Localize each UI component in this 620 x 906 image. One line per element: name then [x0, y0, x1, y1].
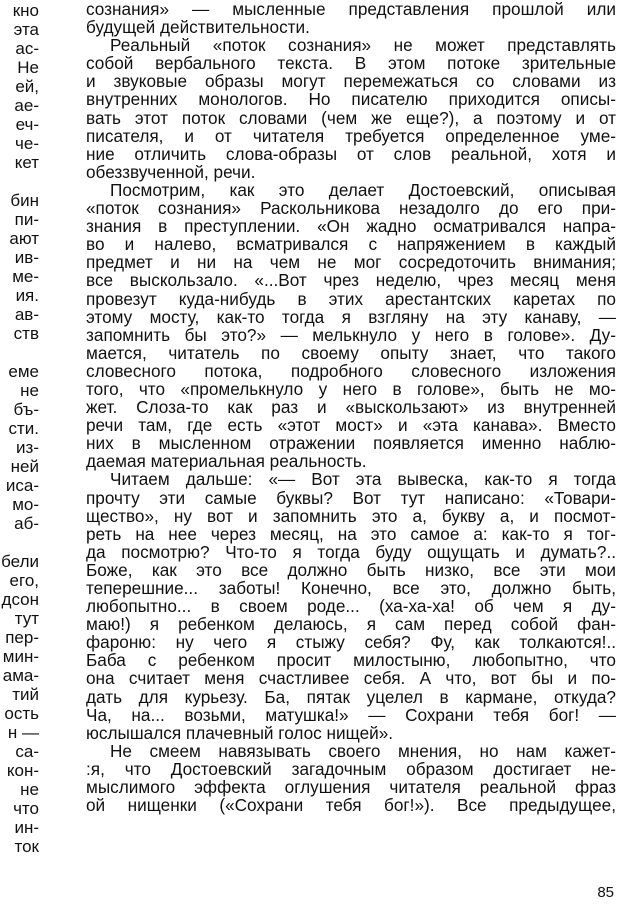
left-fragment: иса-: [5, 476, 39, 495]
left-fragment: ней: [10, 457, 39, 476]
text-line: любопытно... в своем роде... (ха-ха-ха! об чем я ду-: [86, 596, 616, 617]
text-line: внутренних монологов. Но писателю приходится описы-: [86, 89, 616, 110]
left-fragment: ив-: [14, 248, 39, 267]
text-line: ние отличить слова-образы от слов реальной, хотя и: [86, 143, 616, 164]
text-line: словесного потока, подробного словесного изложения: [86, 360, 616, 381]
text-line: Боже, как это все должно быть низко, все эти мои: [86, 559, 616, 580]
text-line: речи там, где есть «этот мост» и «эта канава». Вместо: [86, 415, 616, 436]
left-fragment: мо-: [12, 495, 39, 514]
text-line: сознания» — мысленные представления прошлой или: [86, 0, 616, 19]
left-fragment: ают: [9, 229, 39, 248]
left-fragment: са-: [15, 742, 39, 761]
text-line: и звуковые образы могут перемежаться со словами из: [86, 71, 616, 92]
left-fragment: ток: [14, 837, 39, 856]
page-number: 85: [597, 884, 614, 901]
text-line: ой нищенки («Сохрани тебя бог!»). Все предыдущее,: [86, 795, 616, 816]
left-fragment: пер-: [5, 628, 39, 647]
text-line: предмет и ни на чем не мог сосредоточить внимания;: [86, 252, 616, 273]
text-line: «поток сознания» Раскольникова незадолго до его при-: [86, 198, 616, 219]
left-fragment: ае-: [14, 96, 39, 115]
left-fragment: что: [13, 799, 39, 818]
left-page-fragment: [0, 0, 40, 906]
left-fragment: ин-: [14, 818, 39, 837]
left-fragment: н —: [7, 723, 39, 742]
left-fragment: бин: [10, 191, 39, 210]
text-line: даемая материальная реальность.: [86, 451, 367, 472]
left-fragment: че-: [15, 134, 39, 153]
left-fragment: ама-: [2, 666, 39, 685]
text-line: вать этот поток словами (чем же еще?), а поэтому и от: [86, 107, 616, 128]
text-line: этому мосту, как-то тогда я взгляну на эту канаву, —: [86, 306, 616, 327]
left-fragment: пи-: [14, 210, 39, 229]
text-line: фароню: ну чего я стыжу себя? Фу, как толкаются!..: [86, 632, 616, 653]
left-fragment: ме-: [12, 267, 39, 286]
left-fragment: ей,: [15, 77, 39, 96]
left-fragment: ас-: [15, 39, 39, 58]
left-fragment: тий: [12, 685, 39, 704]
left-fragment: бъ-: [13, 400, 39, 419]
text-line: да посмотрю? Что-то я тогда буду ощущать и думать?..: [86, 541, 616, 562]
left-fragment: дсон: [1, 590, 39, 609]
text-line: мается, читатель по своему опыту знает, что такого: [86, 342, 616, 363]
left-fragment: его,: [9, 571, 39, 590]
left-fragment: кет: [14, 153, 39, 172]
left-fragment: еме: [8, 362, 39, 381]
text-line: маю!) я ребенком делаюсь, я сам перед собой фан-: [86, 614, 616, 635]
left-fragment: ав-: [14, 305, 39, 324]
text-line: собой вербального текста. В этом потоке зрительные: [86, 53, 616, 74]
left-fragment: ств: [13, 324, 39, 343]
text-line: Посмотрим, как это делает Достоевский, описывая: [110, 179, 616, 200]
text-line: во и налево, всматривался с напряжением в каждый: [86, 234, 616, 255]
left-fragment: эта: [13, 20, 39, 39]
text-line: них в мысленном отражении появляется именно наблю-: [86, 433, 616, 454]
text-line: юслышался плачевный голос нищей».: [86, 722, 394, 743]
text-line: мыслимого эффекта оглушения читателя реальной фраз: [86, 777, 616, 798]
text-line: Читаем дальше: «— Вот эта вывеска, как-то я тогда: [110, 469, 616, 490]
page-text: [86, 0, 616, 814]
text-line: Не смеем навязывать своего мнения, но нам кажет-: [110, 740, 616, 761]
text-line: реть на нее через месяц, на это самое а: как-то я тог-: [86, 523, 616, 544]
text-line: провезут куда-нибудь в этих арестантских каретах по: [86, 288, 616, 309]
text-line: писателя, и от читателя требуется определенное уме-: [86, 125, 616, 146]
left-fragment: ия.: [15, 286, 39, 305]
left-fragment: еч-: [15, 115, 39, 134]
text-line: знания в преступлении. «Он жадно осматривался напра-: [86, 216, 616, 237]
text-line: теперешние... заботы! Конечно, все это, должно быть,: [86, 578, 616, 598]
text-line: того, что «промелькнуло у него в голове», быть не мо-: [86, 378, 616, 399]
left-fragment: кон-: [6, 761, 39, 780]
text-line: Ча, на... возьми, матушка!» — Сохрани тебя бог! —: [86, 704, 616, 725]
text-line: обеззвученной, речи.: [86, 161, 256, 182]
text-line: будущей действительности.: [86, 17, 310, 38]
text-line: Реальный «поток сознания» не может представлять: [110, 35, 616, 56]
left-fragment: мин-: [2, 647, 39, 666]
text-line: :я, что Достоевский загадочным образом достигает не-: [86, 758, 616, 779]
left-fragment: Не: [17, 58, 39, 77]
left-fragment: не: [20, 381, 39, 400]
text-line: прочту эти самые буквы? Вот тут написано: «Товари-: [86, 487, 616, 508]
text-line: запомнить бы это?» — мелькнуло у него в голове». Ду-: [86, 324, 616, 345]
left-fragment: ость: [4, 704, 39, 723]
left-fragment: сти.: [8, 419, 39, 438]
text-line: щество», ну вот и запомнить это а, букву а, и посмот-: [86, 505, 616, 526]
left-fragment: тут: [14, 609, 39, 628]
text-line: дать для курьезу. Ба, пятак уцелел в кармане, откуда?: [86, 686, 616, 707]
text-line: она считает меня счастливее себя. А что, вот бы и по-: [86, 668, 616, 689]
left-fragment: кно: [12, 1, 39, 20]
left-fragment: из-: [16, 438, 39, 457]
left-fragment: аб-: [14, 514, 39, 533]
text-line: Баба с ребенком просит милостыню, любопытно, что: [86, 650, 616, 671]
text-line: жет. Слоза-то как раз и «выскользают» из внутренней: [86, 397, 616, 418]
left-fragment: не: [20, 780, 39, 799]
text-line: все выскользало. «...Вот чрез неделю, чрез месяц меня: [86, 270, 616, 291]
left-fragment: бели: [1, 552, 39, 571]
